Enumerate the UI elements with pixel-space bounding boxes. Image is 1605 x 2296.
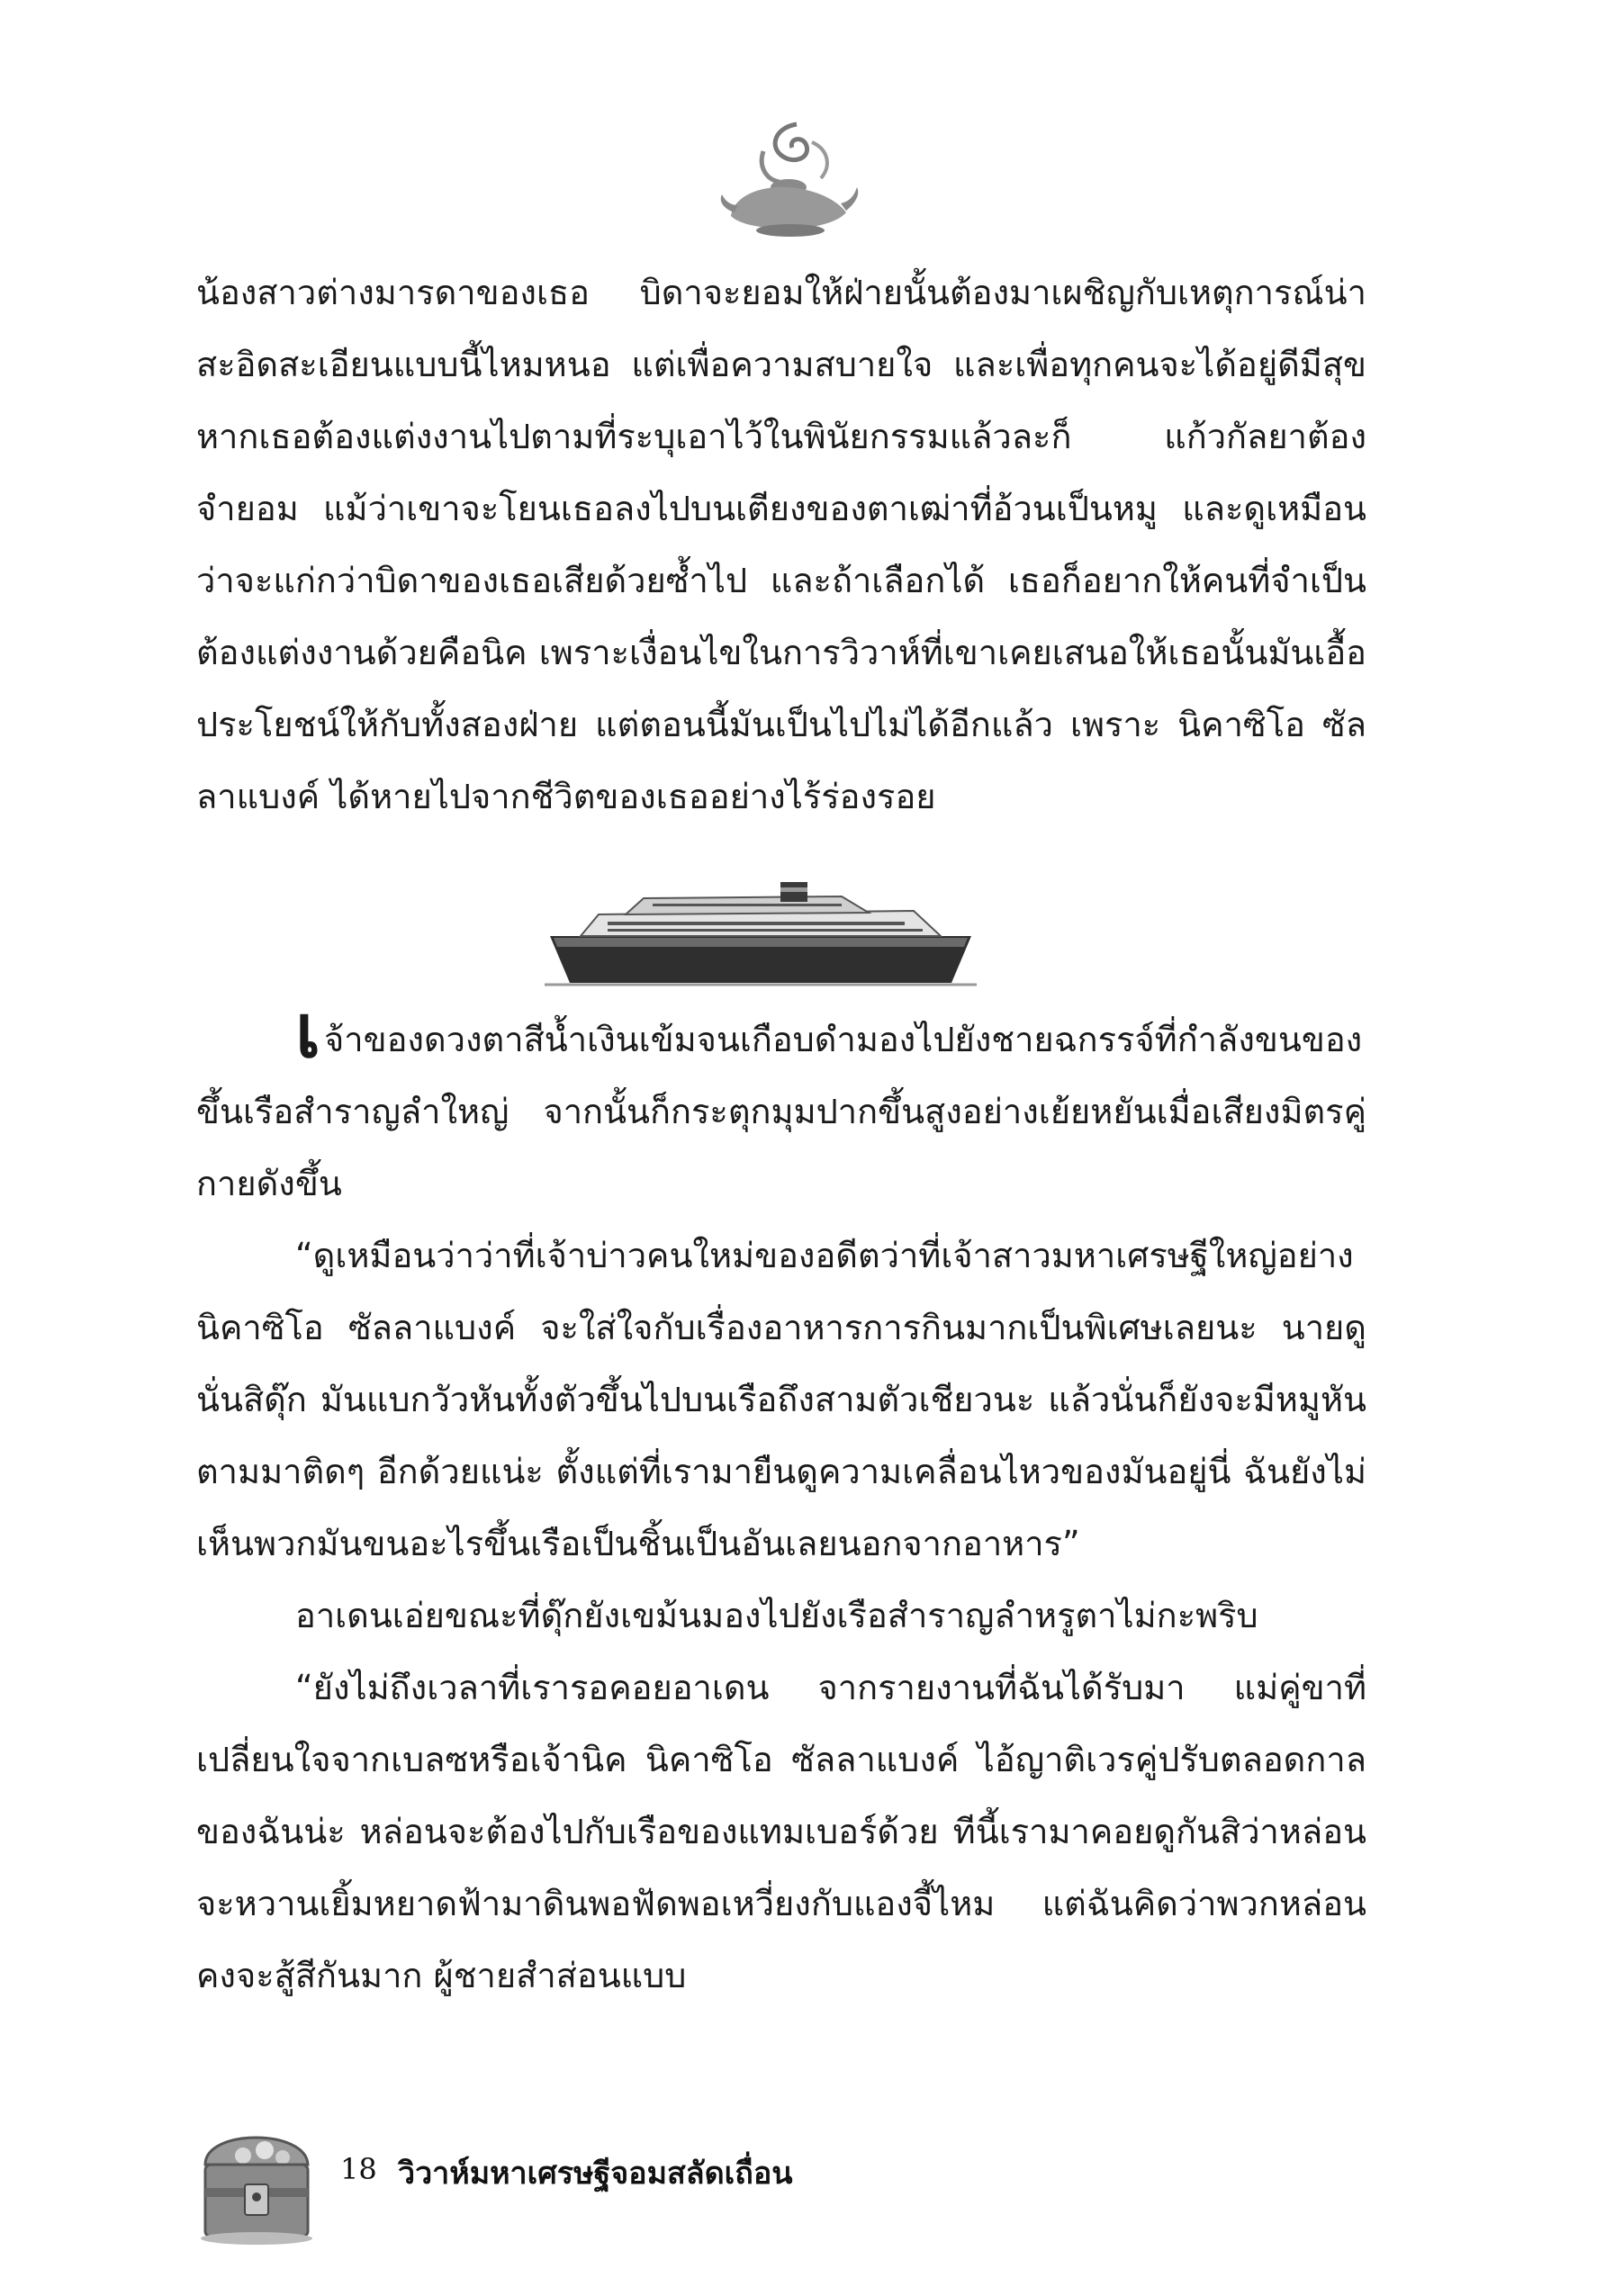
cruise-ship-illustration [545,882,977,990]
paragraph-block-2 [196,988,1366,2012]
dropcap-letter: เ [295,988,321,1075]
paragraph: “ดูเหมือนว่าว่าที่เจ้าบ่าวคนใหม่ของอดีตว่าที่เจ้าสาวมหาเศรษฐีใหญ่อย่าง นิคาซิโอ ซัลลาแบงค์ จะใส่ใจกับเรื่องอาหารการกินมากเป็นพิเศษเลยนะ นายดูนั่นสิดุ๊ก มันแบกวัวหันทั้งตัวขึ้นไปบนเรือถึงสามตัวเชียวนะ แล้วนั่นก็ยังจะมีหมูหันตามมาติดๆ อีกด้วยแน่ะ ตั้งแต่ที่เรามายืนดูความเคลื่อนไหวของมันอยู่นี่ ฉันยังไม่เห็นพวกมันขนอะไรขึ้นเรือเป็นชิ้นเป็นอันเลยนอกจากอาหาร” [196,1236,1366,1563]
page-number: 18 [340,2152,377,2186]
opening-paragraph [196,988,1366,1220]
magic-lamp-icon [711,115,864,241]
paragraph: น้องสาวต่างมารดาของเธอ บิดาจะยอมให้ฝ่ายนั้นต้องมาเผชิญกับเหตุการณ์น่าสะอิดสะเอียนแบบนี้ไหมหนอ แต่เพื่อความสบายใจ และเพื่อทุกคนจะได้อยู่ดีมีสุขหากเธอต้องแต่งงานไปตามที่ระบุเอาไว้ในพินัยกรรมแล้วละก็ แก้วกัลยาต้องจำยอม แม้ว่าเขาจะโยนเธอลงไปบนเตียงของตาเฒ่าที่อ้วนเป็นหมู และดูเหมือนว่าจะแก่กว่าบิดาของเธอเสียด้วยซ้ำไป และถ้าเลือกได้ เธอก็อยากให้คนที่จำเป็นต้องแต่งงานด้วยคือนิค เพราะเงื่อนไขในการวิวาห์ที่เขาเคยเสนอให้เธอนั้นมันเอื้อประโยชน์ให้กับทั้งสองฝ่าย แต่ตอนนี้มันเป็นไปไม่ได้อีกแล้ว เพราะ นิคาซิโอ ซัลลาแบงค์ ได้หายไปจากชีวิตของเธออย่างไร้ร่องรอย [196,273,1366,816]
paragraph-block-1 [196,257,1366,833]
paragraph: อาเดนเอ่ยขณะที่ดุ๊กยังเขม้นมองไปยังเรือสำราญลำหรูตาไม่กะพริบ [295,1596,1258,1635]
page-footer [189,2102,999,2246]
paragraph: “ยังไม่ถึงเวลาที่เรารอคอยอาเดน จากรายงานที่ฉันได้รับมา แม่คู่ขาที่เปลี่ยนใจจากเบลซหรือเจ้านิค นิคาซิโอ ซัลลาแบงค์ ไอ้ญาติเวรคู่ปรับตลอดกาลของฉันน่ะ หล่อนจะต้องไปกับเรือของแทมเบอร์ด้วย ทีนี้เรามาคอยดูกันสิว่าหล่อนจะหวานเยิ้มหยาดฟ้ามาดินพอฟัดพอเหวี่ยงกับแองจี้ไหม แต่ฉันคิดว่าพวกหล่อนคงจะสู้สีกันมาก ผู้ชายสำส่อนแบบ [196,1668,1366,1995]
paragraph-text: จ้าของดวงตาสีน้ำเงินเข้มจนเกือบดำมองไปยังชายฉกรรจ์ที่กำลังขนของขึ้นเรือสำราญลำใหญ่ จากนั้นก็กระตุกมุมปากขึ้นสูงอย่างเย้ยหยันเมื่อเสียงมิตรคู่กายดังขึ้น [196,1020,1366,1203]
book-title: วิวาห์มหาเศรษฐีจอมสลัดเถื่อน [398,2156,793,2192]
treasure-chest-icon [189,2102,324,2246]
